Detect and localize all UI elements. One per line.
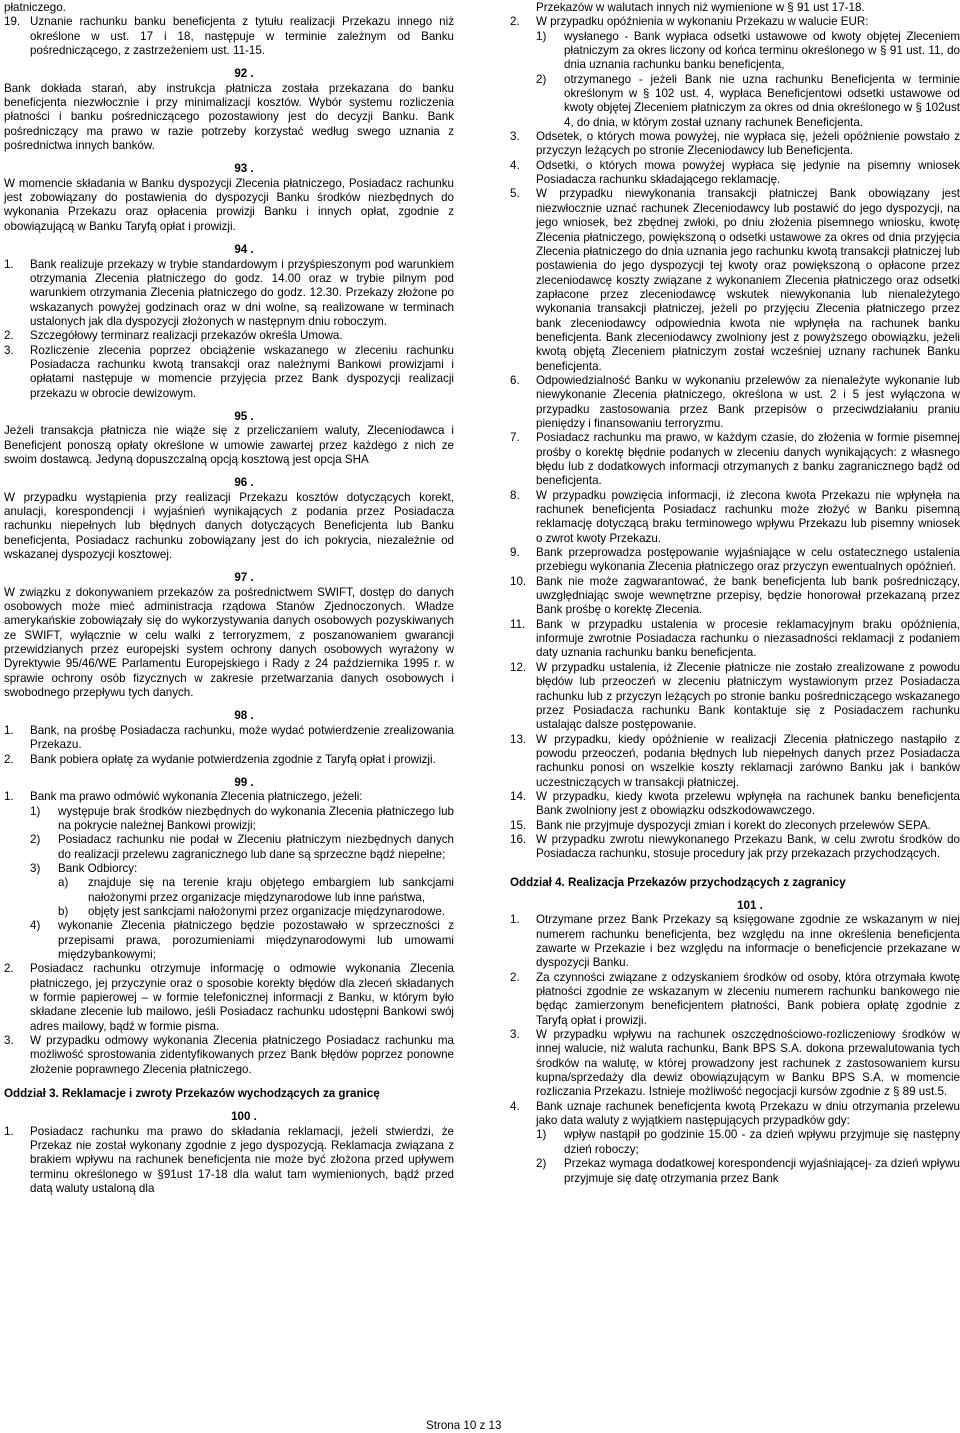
right-column [510, 1, 960, 1186]
list-item: 1. Bank, na prośbę Posiadacza rachunku, może wydać potwierdzenie zrealizowania Przekazu. [4, 723, 454, 752]
division-heading: Oddział 4. Realizacja Przekazów przychodzących z zagranicy [510, 875, 846, 889]
list-item: 2. W przypadku opóźnienia w wykonaniu Przekazu w walucie EUR: [510, 15, 869, 29]
paragraph: Jeżeli transakcja płatnicza nie wiąże się z przeliczaniem waluty, Zleceniodawca i Beneficjent ponoszą opłaty określone w umowie zawartej przez każdego z nich ze swoim dostawcą. Jedyną dopuszczalną opcją kosztową jest opcja SHA [4, 424, 454, 466]
section-number: 100 . [231, 1110, 257, 1124]
section-number: 101 . [737, 898, 763, 912]
list-item: 2. Bank pobiera opłatę za wydanie potwierdzenia zgodnie z Taryfą opłat i prowizji. [4, 752, 436, 766]
paragraph: W momencie składania w Banku dyspozycji Zlecenia płatniczego, Posiadacz rachunku jest zobowiązany do postawienia do dyspozycji Banku środków niezbędnych do wykonania Przekazu oraz opłacenia prowizji Banku i innych opłat, zgodnie z obowiązującą w Banku Taryfą opłat i prowizji. [4, 176, 454, 233]
list-item: 7. Posiadacz rachunku ma prawo, w każdym czasie, do złożenia w formie pisemnej prośby o korektę błędnie podanych w zleceniu danych wynikających: z własnego błędu lub z dodatkowych informacji otrzymanych z banku zagranicznego bądź od beneficjenta. [510, 431, 960, 488]
list-item: 1. Bank ma prawo odmówić wykonania Zlecenia płatniczego, jeżeli: [4, 790, 363, 804]
list-item: 15. Bank nie przyjmuje dyspozycji zmian i korekt do zleconych przelewów SEPA. [510, 818, 931, 832]
list-item: 3. W przypadku wpływu na rachunek oszczędnościowo-rozliczeniowy środków w innej walucie, niż waluta rachunku, Bank BPS S.A. dokona przewalutowania tych środków na walutę, w której prowadzony jest rachunek z zastosowaniem kursu kupna/sprzedaży dla dewiz obowiązującym w Banku BPS S.A. w momencie rozliczania Przekazu. Istnieje możliwość negocjacji kursów zgodnie z § 89 ust.5. [510, 1028, 960, 1099]
paragraph: W przypadku wystąpienia przy realizacji Przekazu kosztów dotyczących korekt, anulacji, korespondencji i wyjaśnień wynikających z podania przez Posiadacza rachunku niepełnych lub błędnych danych dotyczących Beneficjenta lub Banku beneficjenta, Posiadacz rachunku zobowiązany jest do ich pokrycia, niezależnie od wskazanej dyspozycji kosztowej. [4, 490, 454, 562]
section-number: 96 . [234, 476, 254, 490]
sub-list-item: 3) Bank Odbiorcy: [30, 861, 138, 875]
list-item: 13. W przypadku, kiedy opóźnienie w realizacji Zlecenia płatniczego nastąpiło z powodu przeoczeń, podania błędnych lub niepełnych danych przez Posiadacza rachunku ponosi on wszelkie koszty reklamacji zarówno Banku jak i banków uczestniczących w transakcji płatniczej. [510, 732, 960, 789]
list-item: 2. Za czynności związane z odzyskaniem środków od osoby, która otrzymała kwotę płatności zgodnie ze wskazanym w zleceniu numerem rachunku bankowego nie będąc zamierzonym beneficjentem płatności, Bank pobiera opłatę zgodnie z Taryfą opłat i prowizji. [510, 970, 960, 1027]
list-item: 6. Odpowiedzialność Banku w wykonaniu przelewów za nienależyte wykonanie lub niewykonanie Zlecenia płatniczego, określona w ust. 2 i 5 jest wyłączona w przypadku zastosowania przez Bank przepisów o przeciwdziałaniu praniu pieniędzy i finansowaniu terroryzmu. [510, 373, 960, 430]
page-number: Strona 10 z 13 [426, 1419, 502, 1432]
section-number: 99 . [234, 775, 254, 789]
list-item: 1. Bank realizuje przekazy w trybie standardowym i przyśpieszonym pod warunkiem otrzymania Zlecenia płatniczego do godz. 14.00 oraz w trybie pilnym pod warunkiem otrzymania Zlecenia płatniczego do godz. 12.30. Przekazy złożone po wskazanych powyżej godzinach oraz w dni wolne, są realizowane w terminach ustalonych jak dla dyspozycji złożonych w następnym dniu roboczym. [4, 257, 454, 328]
division-heading: Oddział 3. Reklamacje i zwroty Przekazów wychodzących za granicę [4, 1087, 380, 1101]
paragraph: Przekazów w walutach innych niż wymienione w § 91 ust 17-18. [536, 1, 865, 14]
list-item: 11. Bank w przypadku ustalenia w procesie reklamacyjnym braku opóźnienia, informuje zwrotnie Posiadacza rachunku o niezasadności reklamacji z podaniem daty uznania rachunku banku beneficjenta. [510, 617, 960, 660]
sub-sub-list-item: b) objęty jest sankcjami nałożonymi przez organizacje międzynarodowe. [58, 904, 446, 918]
list-item: 1. Otrzymane przez Bank Przekazy są księgowane zgodnie ze wskazanym w niej numerem rachunku beneficjenta, bez względu na inne określenia beneficjenta zawarte w Przekazie i bez względu na informacje o beneficjencie przekazane w dyspozycji Banku. [510, 913, 960, 970]
list-item: 14. W przypadku, kiedy kwota przelewu wpłynęła na rachunek banku beneficjenta Bank zwolniony jest z obowiązku odszkodowawczego. [510, 789, 960, 818]
sub-sub-list-item: a) znajduje się na terenie kraju objętego embargiem lub sankcjami nałożonymi przez organizacje międzynarodowe lub inne państwa, [58, 876, 454, 904]
section-number: 93 . [234, 162, 254, 176]
sub-list-item: 2) Posiadacz rachunku nie podał w Zleceniu płatniczym niezbędnych danych do realizacji przelewu zagranicznego lub dane są sprzeczne bądź niepełne; [30, 833, 454, 861]
list-item: 4. Odsetki, o których mowa powyżej wypłaca się jedynie na pisemny wniosek Posiadacza rachunku składającego reklamację. [510, 158, 960, 187]
sub-list-item: 2) Przekaz wymaga dodatkowej korespondencji wyjaśniającej- za dzień wpływu przyjmuje się datę otrzymania przez Bank [536, 1157, 960, 1185]
list-item: 1. Posiadacz rachunku ma prawo do składania reklamacji, jeżeli stwierdzi, że Przekaz nie został wykonany zgodnie z jego dyspozycją. Reklamacja związana z brakiem wpływu na rachunek beneficjenta nie może być złożona przed upływem terminu określonego w §91ust 17-18 dla walut tam wymienionych, bądź przed datą waluty ustaloną dla [4, 1124, 454, 1196]
section-number: 98 . [234, 709, 254, 723]
list-item: 3. Odsetek, o których mowa powyżej, nie wypłaca się, jeżeli opóźnienie powstało z przyczyn leżących po stronie Zleceniodawcy lub Beneficjenta. [510, 130, 960, 158]
list-item: 10. Bank nie może zagwarantować, że bank beneficjenta lub bank pośredniczący, uwzględniając swoje wewnętrzne przepisy, będzie honorował przekazaną przez Bank prośbę o korektę Zlecenia. [510, 574, 960, 617]
section-number: 97 . [234, 571, 254, 585]
list-item: 3. Rozliczenie zlecenia poprzez obciążenie wskazanego w zleceniu rachunku Posiadacza rachunku kwotą transakcji oraz należnymi Bankowi prowizjami i opłatami następuje w momencie przyjęcia przez Bank dyspozycji realizacji przekazu w obrocie dewizowym. [4, 343, 454, 400]
sub-list-item: 1) wpływ nastąpił po godzinie 15.00 - za dzień wpływu przyjmuje się następny dzień roboczy; [536, 1128, 960, 1156]
list-item: 4. Bank uznaje rachunek beneficjenta kwotą Przekazu w dniu otrzymania przelewu jako data waluty z wyjątkiem następujących przypadków gdy: [510, 1099, 960, 1128]
sub-list-item: 2) otrzymanego - jeżeli Bank nie uzna rachunku Beneficjenta w terminie określonym w § 102 ust. 4, wypłaca Beneficjentowi odsetki ustawowe od kwoty objętej Zleceniem płatniczym za okres od dnia określonego w § 102ust 4, do dnia, w którym został uznany rachunek Beneficjenta. [536, 72, 960, 129]
list-item: 2. Szczegółowy terminarz realizacji przekazów określa Umowa. [4, 329, 343, 343]
paragraph: W związku z dokonywaniem przekazów za pośrednictwem SWIFT, dostęp do danych osobowych może mieć administracja rządowa Stanów Zjednoczonych. Władze amerykańskie zobowiązały się do wykorzystywania danych osobowych pozyskiwanych ze SWIFT, wyłącznie w celu walki z terroryzmem, z poszanowaniem gwarancji przewidzianych przez europejski system ochrony danych osobowych wyrażony w Dyrektywie 95/46/WE Parlamentu Europejskiego i Rady z 24 października 1995 r. w sprawie ochrony osób fizycznych w zakresie przetwarzania danych osobowych i swobodnego przepływu tych danych. [4, 585, 454, 700]
section-number: 94 . [234, 243, 254, 257]
list-item: 2. Posiadacz rachunku otrzymuje informację o odmowie wykonania Zlecenia płatniczego, jej przyczynie oraz o sposobie korekty błędów dla zleceń składanych w formie papierowej – w formie telefonicznej informacji z Banku, w którym było składane zlecenie lub mailowo, jeśli Posiadacz rachunku udostępni Bankowi swój adres mailowy, bądź w formie pisma. [4, 962, 454, 1033]
section-number: 92 . [234, 67, 254, 81]
section-number: 95 . [234, 409, 254, 423]
list-item: 9. Bank przeprowadza postępowanie wyjaśniające w celu ostatecznego ustalenia przebiegu wykonania Zlecenia płatniczego oraz przyczyn ewentualnych opóźnień. [510, 546, 960, 574]
paragraph: płatniczego. [4, 1, 66, 14]
list-item: 12. W przypadku ustalenia, iż Zlecenie płatnicze nie zostało zrealizowane z powodu błędów lub przeoczeń w zleceniu płatniczym wystawionym przez Posiadacza rachunku lub z przyczyn leżących po stronie banku pośredniczącego wskazanego przez Posiadacza rachunku Bank kontaktuje się z Posiadaczem rachunku ustalając dalsze postępowanie. [510, 660, 960, 732]
sub-list-item: 4) wykonanie Zlecenia płatniczego będzie pozostawało w sprzeczności z przepisami prawa, porozumieniami międzynarodowymi lub umowami międzybankowymi; [30, 919, 454, 961]
left-column [4, 1, 454, 1196]
paragraph: Bank dokłada starań, aby instrukcja płatnicza została przekazana do banku beneficjenta niezwłocznie i przy minimalizacji kosztów. Wybór systemu rozliczenia płatności i banku pośredniczącego pozostawiony jest do decyzji Banku. Bank pośredniczący ma prawo w razie potrzeby korzystać według swego uznania z pośrednictwa innych banków. [4, 81, 454, 153]
list-item: 5. W przypadku niewykonania transakcji płatniczej Bank obowiązany jest niezwłocznie uznać rachunek Zleceniodawcy lub postawić do jego dyspozycji, na jego wniosek, bez zbędnej zwłoki, po dniu złożenia pisemnego wniosku, kwotę Zlecenia płatniczego, powiększoną o odsetki ustawowe za okres od dnia przyjęcia Zlecenia płatniczego do dnia uznania jego rachunku kwotą transakcji płatniczej lub postawienia do jego dyspozycji tej kwoty oraz powiększoną o opłacone przez zleceniodawcę koszty związane z wykonaniem Zlecenia płatniczego oraz odsetki zapłacone przez zleceniodawcę wskutek niewykonania lub nienależytego wykonania transakcji płatniczej, jeżeli po przyjęciu Zlecenia płatniczego przez bank zleceniodawcy odpowiednia kwota nie wpłynęła na rachunek banku beneficjenta. Bank zleceniodawcy zwolniony jest z powyższego obowiązku, jeżeli kwotą objętą Zleceniem płatniczym został wcześniej uznany rachunek Banku beneficjenta. [510, 187, 960, 373]
list-item: 16. W przypadku zwrotu niewykonanego Przekazu Bank, w celu zwrotu środków do Posiadacza rachunku, stosuje procedury jak przy przekazach przychodzących. [510, 832, 960, 861]
sub-list-item: 1) występuje brak środków niezbędnych do wykonania Zlecenia płatniczego lub na pokrycie należnej Bankowi prowizji; [30, 804, 454, 832]
sub-list-item: 1) wysłanego - Bank wypłaca odsetki ustawowe od kwoty objętej Zleceniem płatniczym za okres liczony od końca terminu określonego w § 91 ust. 11, do dnia uznania rachunku banku beneficjenta, [536, 29, 960, 72]
list-item: 8. W przypadku powzięcia informacji, iż zlecona kwota Przekazu nie wpłynęła na rachunek beneficjenta Posiadacz rachunku może złożyć w Banku pisemną reklamację dotyczącą braku terminowego wpływu Przekazu lub pisemny wniosek o zwrot kwoty Przekazu. [510, 488, 960, 545]
list-item: 19. Uznanie rachunku banku beneficjenta z tytułu realizacji Przekazu innego niż określone w ust. 17 i 18, następuje w terminie zależnym od Banku pośredniczącego, z zastrzeżeniem ust. 11-15. [4, 15, 454, 58]
list-item: 3. W przypadku odmowy wykonania Zlecenia płatniczego Posiadacz rachunku ma możliwość sprostowania zidentyfikowanych przez Bank błędów poprzez ponowne złożenie poprawnego Zlecenia płatniczego. [4, 1034, 454, 1076]
